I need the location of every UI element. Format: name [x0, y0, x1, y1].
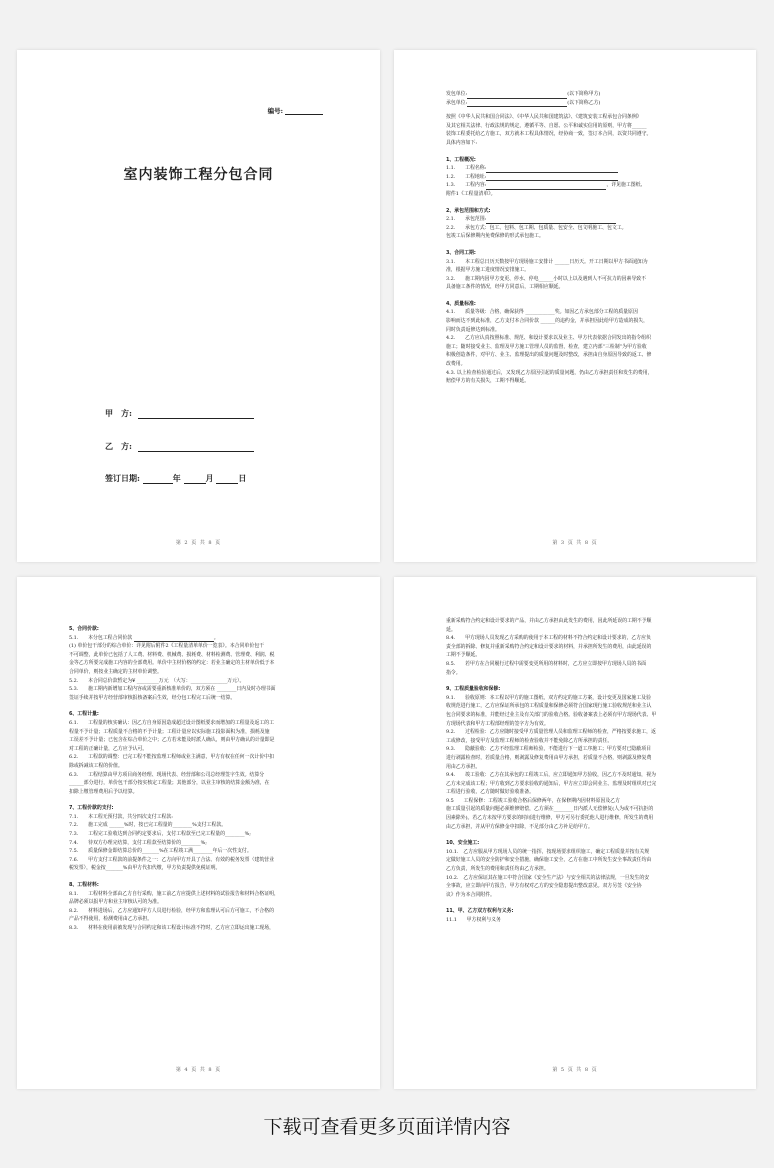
contract-number-label: 编号:	[267, 107, 283, 115]
clause-text: 影响而达不到此标准，乙方支付本合同价款 ______的违约金，并承担因此给甲方造成的损失，	[446, 318, 649, 325]
clause-text: ______部分进行，单价包干部分按实核定工程量；其他部分，以业主审核的结算金额为准，在	[69, 780, 270, 787]
clause-line	[446, 763, 700, 772]
clause-line	[69, 898, 324, 907]
clause-line	[446, 334, 700, 343]
month-blank	[184, 474, 206, 484]
clause-text: 进行剥露检查时，若质量合格，则剥露及修复费用由甲方承担，若质量不合格，则剥露及修复费	[446, 754, 652, 761]
clause-line	[446, 865, 700, 874]
document-title: 室内装饰工程分包合同	[123, 167, 274, 183]
clause-line	[446, 711, 700, 720]
clause-line	[69, 890, 324, 899]
clause-text: 5.2. 本合同总价款暂定为¥ _________万元 （大写：_______________万元）。	[69, 677, 245, 684]
clause-text: 包竣工后保修期内免费保修的形式承包施工。	[446, 233, 544, 240]
clause-line	[69, 915, 324, 924]
clause-text: 工或修改，接受甲方及监理工程师的检查验收并不能免除乙方所承担的责任。	[446, 737, 613, 744]
clause-line	[69, 771, 324, 780]
party-a-label: 甲 方:	[105, 408, 132, 418]
year-blank	[143, 474, 173, 484]
clause-line	[446, 258, 700, 267]
clause-line	[446, 369, 700, 378]
section-heading: 3、合同工期:	[446, 249, 476, 256]
clause-text: 因素除外)。若乙方未按甲方要求的时间进行维修，甲方可另行委托他人进行维修，所发生的费用	[446, 815, 654, 822]
day-label: 日	[238, 473, 247, 483]
clause-line	[446, 139, 700, 148]
page-number: 第 3 页 共 8 页	[552, 540, 598, 546]
clause-text: 延。	[446, 626, 456, 633]
clause-line	[446, 805, 700, 814]
clause-line	[446, 122, 700, 131]
page-body	[69, 617, 324, 933]
clause-line	[446, 882, 700, 891]
section-heading: 2、承包范围和方式:	[446, 207, 491, 214]
clause-line	[69, 745, 324, 754]
clause-line	[446, 823, 700, 832]
clause-line	[446, 343, 700, 352]
clause-line	[446, 130, 700, 139]
clause-text: 乙方未完成该工程；甲方收到乙方要求验收的通知后，甲方应立即会同业主、监理及时组织对已完	[446, 780, 657, 787]
clause-line	[69, 907, 324, 916]
clause-line	[69, 651, 324, 660]
clause-line	[446, 90, 700, 99]
clause-text: 9.5 工程保修：工程竣工验收合格后保修两年，在保修期内因材料原因及乙方	[446, 797, 621, 804]
clause-text: 议》作为本合同附件。	[446, 891, 495, 898]
clause-line	[446, 771, 700, 780]
clause-line	[446, 283, 700, 292]
section-heading: 9、工程质量验收和保修:	[446, 686, 501, 693]
clause-line	[446, 351, 700, 360]
clause-text: 11.1 甲方权利与义务	[446, 917, 501, 923]
section-heading: 4、质量标准:	[446, 300, 476, 307]
clause-text: 8.5. 若甲方在合同履行过程中需要变更所用的材料时，乙方应立即按甲方现场人员的书面	[446, 660, 647, 667]
month-label: 月	[205, 473, 214, 483]
day-blank	[216, 474, 238, 484]
cover-page	[17, 50, 380, 562]
clause-line	[69, 813, 324, 822]
clause-text: 8.4. 甲方现场人员发现乙方采购的使用于本工程的材料不符合约定和设计要求的，乙方应负	[446, 635, 651, 642]
clause-text: 2.1. 承包范围:	[446, 216, 487, 223]
clause-text: 不可调整，此单价已包括了人工费、材料费、机械费、损耗费、材料检测费、管理费、利润、税	[69, 651, 275, 658]
section-heading: 8、工程材料:	[69, 882, 99, 889]
contract-number-blank	[285, 107, 323, 115]
clause-line	[446, 797, 700, 806]
clause-line	[446, 651, 700, 660]
page-body	[446, 90, 700, 386]
clause-line	[446, 113, 700, 122]
clause-text: 及其它相关法律、行政法规的规定，遵循平等、自愿、公平和诚实信用的原则，甲方将______	[446, 122, 647, 129]
clause-line	[446, 754, 700, 763]
clause-text: 品牌必须以报甲方和业主审核认可的为准。	[69, 899, 162, 906]
clause-text: 4.1. 质量等级：合格，确保获得 ____________奖。如因乙方承包部分工程的质量原因	[446, 309, 638, 316]
clause-text: 包合同要求的标准，并能经过业主及有关部门的验收合格。验收备案表上必须有甲方现场代表、甲	[446, 711, 657, 718]
clause-line	[69, 736, 324, 745]
clause-text: 附件1《工程量清单》。	[446, 190, 496, 197]
clause-text: 7.4. 待双方办理完结算，支付工程款至结算价的________%;	[69, 839, 207, 846]
clause-text: 方现场代表和甲方工程部经理的签字方为有效。	[446, 720, 549, 727]
contract-number	[268, 106, 323, 115]
clause-line	[446, 745, 700, 754]
clause-text: 1.3. 工程内容:	[446, 182, 487, 189]
clause-line	[446, 788, 700, 797]
clause-text: 收规范进行施工，乙方应保证所承包的工程质量和保修必须符合国家现行施工验收规范和业主认	[446, 703, 652, 710]
fill-blank	[486, 174, 618, 181]
clause-text: 3.2. 施工期内因甲方变更、停水、停电______小时以上以及遇到人不可抗力的因素导致不	[446, 275, 647, 282]
clause-text: 9.1. 验收原则：本工程以甲方的施工图纸，双方约定的施工方案，设计变更及国家施工及验	[446, 694, 651, 701]
clause-text: 工期不予顺延。	[446, 652, 481, 659]
clause-text: 合同单价，则按业主确定的主材单价调整。	[69, 668, 162, 675]
party-b-blank	[138, 442, 254, 452]
clause-line	[446, 916, 700, 925]
clause-text: 6.3. 工程结算由甲方项目商务经理、现场代表、经营部和公司总经理签字生效。结算分	[69, 771, 265, 778]
clause-text: 4.3. 以上检查检验通过后，又发现乙方原因引起的质量问题，仍由乙方承担责任和发生的费用，	[446, 369, 653, 376]
sign-date-field	[105, 473, 246, 484]
clause-text: 施工；随时接受业主、监理及甲方施工管理人员的监督，检查，建立内部“三检制”为甲方验收	[446, 343, 647, 350]
clause-text: 3.1. 本工程总日历天数按甲方现场施工安排计 ______日历天。开工日期以甲方书面通知为	[446, 258, 648, 265]
clause-suffix: ，详见施工图纸、	[606, 182, 646, 189]
clause-line	[69, 659, 324, 668]
clause-line	[446, 669, 700, 678]
clause-line	[69, 753, 324, 762]
clause-suffix: (以下简称甲方)	[567, 91, 601, 97]
clause-text: 8.3. 材料在使用前被发现与合同约定和该工程设计标准不符时，乙方应立即运出施工现场，	[69, 925, 274, 931]
party-b-field	[105, 441, 254, 452]
section-heading: 6、工程计量:	[69, 711, 99, 718]
fill-blank	[486, 166, 618, 173]
clause-line	[446, 173, 700, 182]
clause-text: 按照《中华人民共和国合同法》、《中华人民共和国建筑法》、《建筑安装工程承包合同条例》	[446, 114, 642, 121]
clause-text: 具体内容如下:	[446, 139, 477, 146]
clause-text: 6.2. 工程款的调整：已完工程不能按监理工程师或业主满意，甲方有权在任何一次计价中扣	[69, 754, 274, 761]
clause-line	[69, 821, 324, 830]
clause-line	[446, 224, 700, 233]
clause-text: 税发票），税金按_______%由甲方代扣代缴，甲方负责提供免税证明。	[69, 865, 221, 872]
clause-text: 1.1. 工程名称:	[446, 165, 487, 172]
party-b-label: 乙 方:	[105, 441, 132, 451]
clause-line	[69, 668, 324, 677]
clause-line	[446, 720, 700, 729]
clause-text: 责全部的拆除、修复并重新采购符合约定和设计要求的材料，并承担所发生的费用，由此延误的	[446, 643, 652, 650]
clause-line	[69, 677, 324, 686]
clause-text: 积极创造条件，对甲方、业主、监理提出的质量问题及时整改，承担由自身原因导致的返工、修	[446, 352, 652, 359]
clause-line	[69, 719, 324, 728]
clause-line	[446, 275, 700, 284]
download-more-caption: 下载可查看更多页面详情内容	[263, 1116, 511, 1138]
contract-page-4	[17, 577, 380, 1089]
clause-line	[446, 99, 700, 108]
clause-text: 乙方负责，所发生的费用和责任均由乙方承担。	[446, 866, 549, 873]
clause-line	[69, 839, 324, 848]
clause-text: 准，根据甲方施工进度情况安排施工。	[446, 267, 530, 274]
clause-line	[446, 848, 700, 857]
clause-line	[69, 694, 324, 703]
clause-line	[446, 308, 700, 317]
clause-text: 施工质量引起的质量问题必须维修赔偿，乙方须在________日内派人无偿修复(人为或不可抗拒的	[446, 806, 654, 813]
clause-text: 10.2. 乙方应保证其在施工中符合国家《安全生产法》与安全相关的法律法规，一旦发生的安	[446, 874, 650, 881]
party-a-blank	[138, 409, 254, 419]
clause-line	[69, 924, 324, 933]
clause-line	[446, 737, 700, 746]
clause-line	[446, 643, 700, 652]
section-heading: 11、甲、乙方双方权利与义务:	[446, 908, 514, 915]
clause-line	[446, 780, 700, 789]
party-a-field	[105, 408, 254, 419]
clause-line	[446, 626, 700, 635]
clause-text: 承包单位:	[446, 99, 468, 106]
clause-text: 7.5. 质量保修金即结算总价的_______%在工程竣工满________年后一次性支付。	[69, 848, 252, 855]
clause-line	[446, 728, 700, 737]
clause-text: 全事故，应立即向甲方报告，甲方有权对乙方的安全隐患提出整改意见。双方另签《安全协	[446, 883, 642, 890]
clause-line	[446, 326, 700, 335]
clause-line	[446, 702, 700, 711]
clause-line	[446, 634, 700, 643]
clause-line	[446, 856, 700, 865]
clause-line	[446, 190, 700, 199]
section-heading: 10、安全施工:	[446, 840, 480, 847]
clause-line	[446, 360, 700, 369]
clause-text: 同时负责返修达到标准。	[446, 326, 500, 333]
section-heading: 1、工程概况:	[446, 156, 476, 163]
clause-text: 重新采购符合约定和设计要求的产品，并由乙方承担由此发生的费用，因此所延误的工期不予顺	[446, 618, 652, 624]
clause-line	[69, 830, 324, 839]
clause-text: 7.6. 甲方支付工程款的前提条件之一：乙方向甲方开具了合法、有效的税务发票（建筑营业	[69, 856, 274, 863]
clause-text: 指令。	[446, 669, 461, 676]
year-label: 年	[172, 473, 181, 483]
clause-text: 工程进行验收，乙方随时做好验收准备。	[446, 789, 535, 796]
fill-blank	[467, 100, 567, 107]
clause-text: (1) 单价包干部分的综合单价：详见附后附件2《工程量清单单价一览表》。本合同单价包干	[69, 643, 264, 650]
section-heading: 5、合同价款:	[69, 626, 99, 632]
clause-text: 程量不予计量；工程质量不合格的不予计量；工程计量应以实际施工投影面积为准，损耗及施	[69, 728, 270, 735]
contract-page-5	[394, 577, 756, 1089]
clause-text: 1.2. 工程地址:	[446, 173, 487, 180]
clause-line	[69, 788, 324, 797]
clause-suffix: (以下简称乙方)	[567, 99, 601, 106]
page-number: 第 5 页 共 8 页	[552, 1067, 598, 1073]
clause-line	[446, 617, 700, 626]
clause-line	[446, 181, 700, 190]
clause-line	[446, 814, 700, 823]
clause-line	[69, 762, 324, 771]
contract-page-3	[394, 50, 756, 562]
clause-line	[446, 874, 700, 883]
clause-line	[446, 891, 700, 900]
clause-text: 10.1. 乙方应服从甲方现场人员的统一指挥，按现场要求组织施工，确定工程质量并按有关规	[446, 848, 650, 855]
clause-text: 7.2. 施工完成 ______%时，按已完工程量的________%支付工程款。	[69, 822, 227, 829]
clause-text: 9.4. 竣工验收：乙方在其承包的工程竣工后，应立即通知甲方验收，因乙方不及时通知，视为	[446, 772, 656, 779]
clause-text: 7.3. 工程完工验收达到合同约定要求后，支付工程款至已完工程量的________%;	[69, 831, 251, 838]
clause-text: 9.2. 过程检验：乙方应随时接受甲方质量管理人员和监理工程师的检查，严格按要求施工，返	[446, 729, 656, 736]
clause-text: 产品不得使用，检测费用由乙方承担。	[69, 916, 153, 923]
clause-text: 5.3. 施工期内新增加工程内容或需要重新核准单价的，双方须在 ________日内及时办理书面	[69, 686, 276, 693]
clause-line	[446, 164, 700, 173]
clause-text: 9.3. 隐蔽验收：乙方不经监理工程师检验，不能进行下一道工序施工；甲方要对已隐蔽项目	[446, 746, 651, 753]
clause-text: 赔偿甲方的有关损失，工期不得顺延。	[446, 378, 530, 385]
clause-line	[446, 215, 700, 224]
clause-line	[446, 660, 700, 669]
clause-line	[446, 232, 700, 241]
clause-line	[69, 728, 324, 737]
clause-text: 2.2. 承包方式：包工、包料、包工期、包质量、包安全、包文明施工、包文工。	[446, 224, 627, 231]
clause-line	[446, 317, 700, 326]
clause-text: 由乙方承担，并从甲方保修金中扣除，不足部分由乙方补足给甲方。	[446, 823, 593, 830]
clause-text: 定做好施工人员的安全防护和安全措施，确保施工安全，乙方在施工中所发生安全事故责任均由	[446, 857, 652, 864]
clause-suffix: 。	[213, 634, 219, 641]
clause-text: 工误差不予计量；已包含在综合单价之中；乙方若未能及时派人确认，则由甲方确认的计量即是	[69, 737, 275, 744]
clause-text: 用由乙方承担。	[446, 763, 481, 770]
fill-blank	[467, 92, 567, 99]
clause-text: 8.1. 工程材料全部由乙方自行采购，施工前乙方应提供上述材料的试验报告和材料合格证明，	[69, 890, 279, 897]
fill-blank	[486, 217, 616, 224]
clause-text: 除或拆减该工程的价值。	[69, 762, 123, 769]
clause-text: 改费用。	[446, 361, 466, 368]
fill-blank	[486, 183, 606, 190]
clause-text: 7.1. 本工程无预付款，共分四次支付工程款:	[69, 813, 173, 820]
clause-text: 对工程的正确计量，乙方应予认可。	[69, 745, 148, 752]
page-number: 第 4 页 共 8 页	[175, 1067, 222, 1073]
sign-date-label: 签订日期:	[105, 473, 140, 483]
section-heading: 7、工程价款的支付:	[69, 805, 114, 812]
clause-line	[69, 856, 324, 865]
clause-text: 4.2. 乙方应认真按照标准、规范、和设计要求以及业主、甲方代表依据合同发出的指令组织	[446, 335, 651, 342]
clause-line	[69, 779, 324, 788]
page-body	[446, 617, 700, 925]
clause-text: 6.1. 工程量的核实确认：因乙方自身原因造成超过设计图纸要求而增加的工程量及返工的工	[69, 719, 274, 726]
clause-line	[69, 847, 324, 856]
clause-text: 扣除上缴管理费用后予以结算。	[69, 788, 138, 795]
clause-text: 发包单位:	[446, 91, 468, 97]
clause-line	[446, 377, 700, 386]
clause-text: 签证手续并按甲方经营部审核报核备案后生效，经分包工程完工后统一结算。	[69, 694, 236, 701]
clause-text: 金等乙方所要完成施工内容的全部费用。单价中主材价格的约定：若业主确定的主材单价低于本	[69, 660, 275, 667]
clause-line	[446, 694, 700, 703]
page-number: 第 2 页 共 8 页	[175, 540, 222, 546]
clause-line	[69, 634, 324, 643]
clause-text: 装饰工程委托给乙方施工，双方就本工程具体情况，经协商一致，签订本合同，以资共同遵守。	[446, 131, 652, 138]
clause-line	[69, 864, 324, 873]
clause-text: 具备施工条件的情况，经甲方同意后，工期相应顺延。	[446, 284, 564, 291]
clause-text: 5.1. 本分包工程合同价款	[69, 634, 134, 641]
clause-text: 8.2. 材料进场后，乙方应通知甲方人员进行检验，经甲方和监理认可后方可施工，不合格的	[69, 907, 274, 914]
clause-line	[69, 685, 324, 694]
clause-line	[446, 266, 700, 275]
clause-line	[69, 642, 324, 651]
fill-blank	[134, 635, 214, 642]
